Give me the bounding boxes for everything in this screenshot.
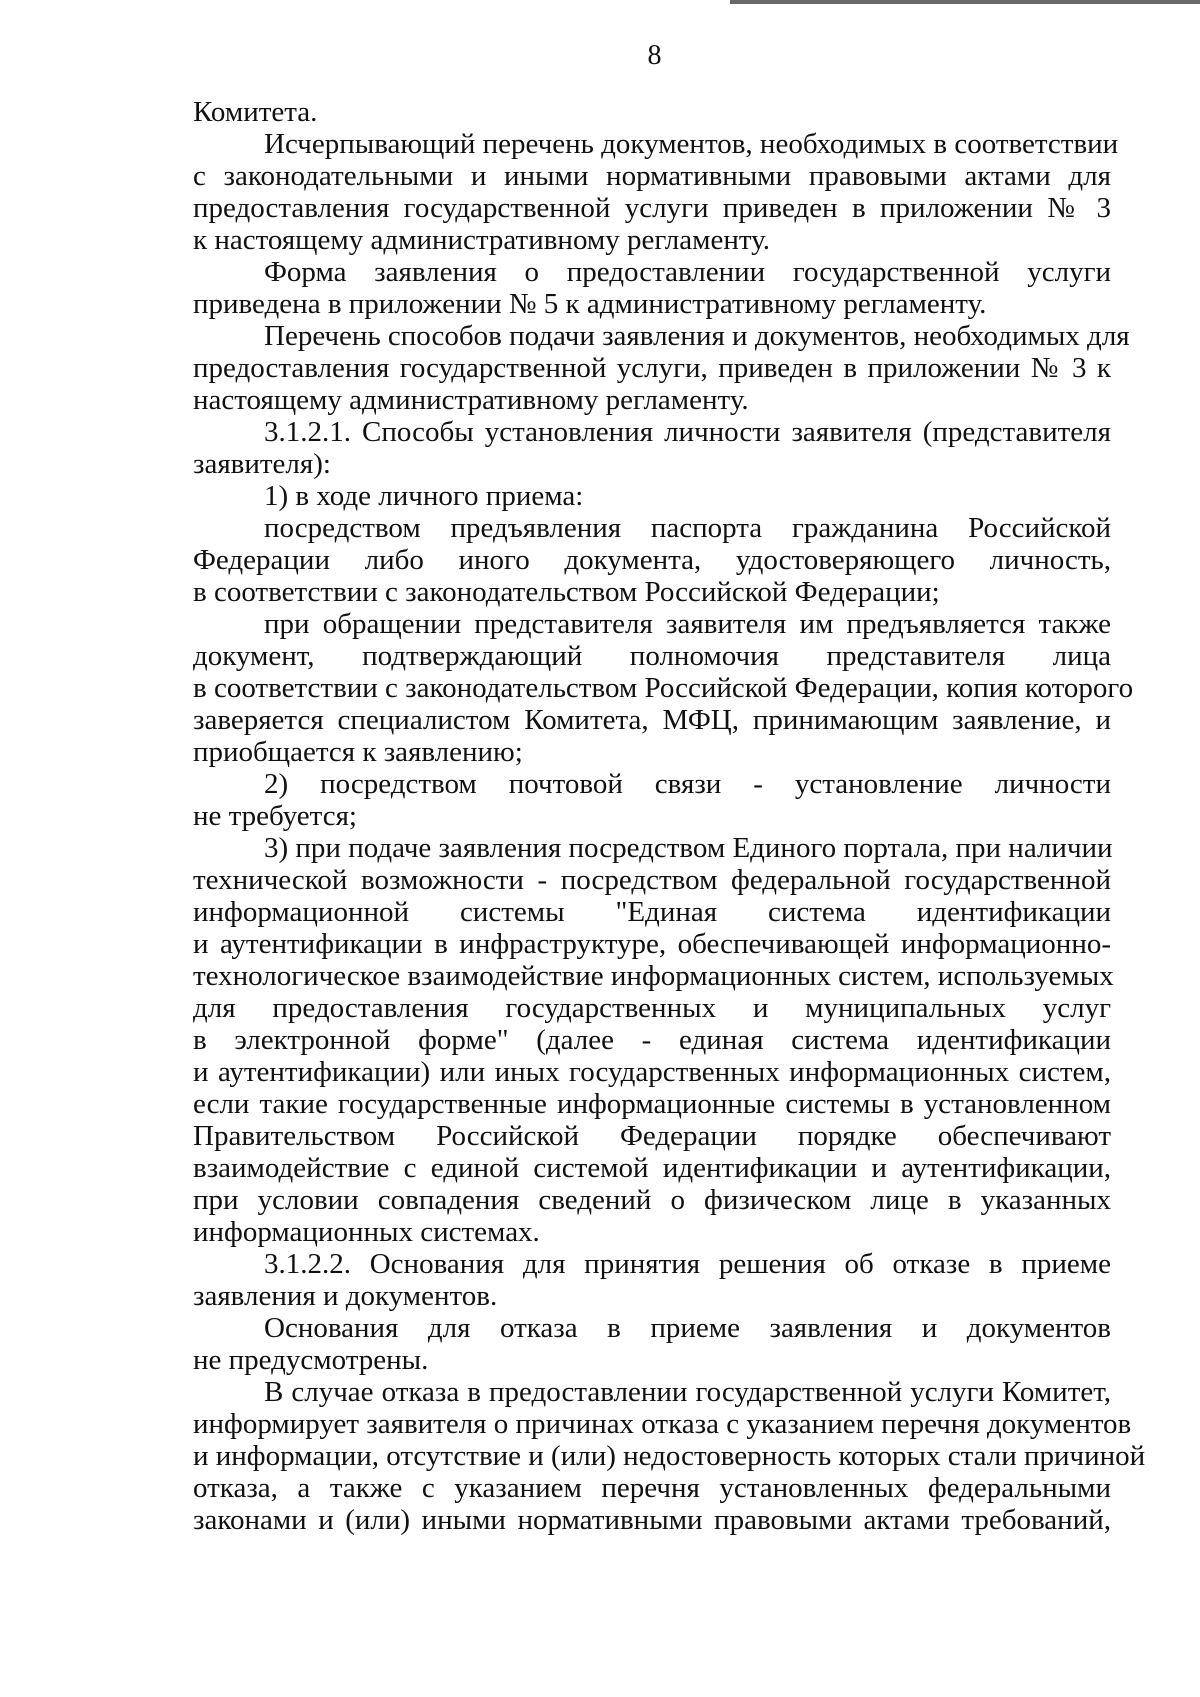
text-line: Комитета. — [193, 96, 318, 128]
text-line: если такие государственные информационные системы в установленном — [193, 1088, 1111, 1120]
text-line: заверяется специалистом Комитета, МФЦ, принимающим заявление, и — [193, 704, 1111, 736]
text-line: в соответствии с законодательством Российской Федерации; — [193, 576, 940, 608]
text-line: предоставления государственной услуги, приведен в приложении № 3 к — [193, 352, 1111, 384]
text-line: и информации, отсутствие и (или) недостоверность которых стали причиной — [193, 1440, 1146, 1472]
text-line: Правительством Российской Федерации порядке обеспечивают — [193, 1120, 1111, 1152]
text-line: в соответствии с законодательством Российской Федерации, копия которого — [193, 672, 1134, 704]
text-line: и аутентификации) или иных государственных информационных систем, — [193, 1056, 1111, 1088]
text-line: посредством предъявления паспорта гражданина Российской — [264, 512, 1111, 544]
text-line: 2) посредством почтовой связи - установление личности — [264, 768, 1111, 800]
text-line: при обращении представителя заявителя им предъявляется также — [264, 608, 1111, 640]
text-line: к настоящему административному регламенту. — [193, 224, 771, 256]
text-line: 1) в ходе личного приема: — [264, 480, 584, 512]
text-line: 3.1.2.2. Основания для принятия решения об отказе в приеме — [264, 1248, 1111, 1280]
scan-edge-line — [730, 0, 1200, 4]
text-line: для предоставления государственных и муниципальных услуг — [193, 992, 1111, 1024]
text-line: технологическое взаимодействие информационных систем, используемых — [193, 960, 1114, 992]
text-line: не требуется; — [193, 800, 357, 832]
text-line: с законодательными и иными нормативными правовыми актами для — [193, 160, 1111, 192]
text-line: не предусмотрены. — [193, 1344, 429, 1376]
text-line: заявителя): — [193, 448, 331, 480]
text-line: законами и (или) иными нормативными правовыми актами требований, — [193, 1504, 1111, 1536]
text-line: информационных системах. — [193, 1216, 540, 1248]
text-line: приведена в приложении № 5 к административному регламенту. — [193, 288, 987, 320]
text-line: технической возможности - посредством федеральной государственной — [193, 864, 1111, 896]
text-line: в электронной форме" (далее - единая система идентификации — [193, 1024, 1111, 1056]
text-line: Основания для отказа в приеме заявления и документов — [264, 1312, 1111, 1344]
text-line: Федерации либо иного документа, удостоверяющего личность, — [193, 544, 1111, 576]
text-line: предоставления государственной услуги приведен в приложении № 3 — [193, 192, 1111, 224]
text-line: информирует заявителя о причинах отказа с указанием перечня документов — [193, 1408, 1132, 1440]
text-line: при условии совпадения сведений о физическом лице в указанных — [193, 1184, 1111, 1216]
document-body — [193, 96, 1146, 1536]
text-line: Перечень способов подачи заявления и документов, необходимых для — [264, 320, 1130, 352]
text-line: В случае отказа в предоставлении государственной услуги Комитет, — [264, 1376, 1111, 1408]
text-line: документ, подтверждающий полномочия представителя лица — [193, 640, 1111, 672]
text-line: Форма заявления о предоставлении государственной услуги — [264, 256, 1111, 288]
page-number: 8 — [647, 40, 662, 71]
text-line: взаимодействие с единой системой идентификации и аутентификации, — [193, 1152, 1111, 1184]
text-line: Исчерпывающий перечень документов, необходимых в соответствии — [264, 128, 1119, 160]
text-line: 3) при подаче заявления посредством Единого портала, при наличии — [264, 832, 1113, 864]
text-line: 3.1.2.1. Способы установления личности заявителя (представителя — [264, 416, 1111, 448]
text-line: настоящему административному регламенту. — [193, 384, 749, 416]
text-line: отказа, а также с указанием перечня установленных федеральными — [193, 1472, 1111, 1504]
text-line: информационной системы "Единая система идентификации — [193, 896, 1111, 928]
text-line: заявления и документов. — [193, 1280, 498, 1312]
text-line: и аутентификации в инфраструктуре, обеспечивающей информационно- — [193, 928, 1111, 960]
text-line: приобщается к заявлению; — [193, 736, 523, 768]
